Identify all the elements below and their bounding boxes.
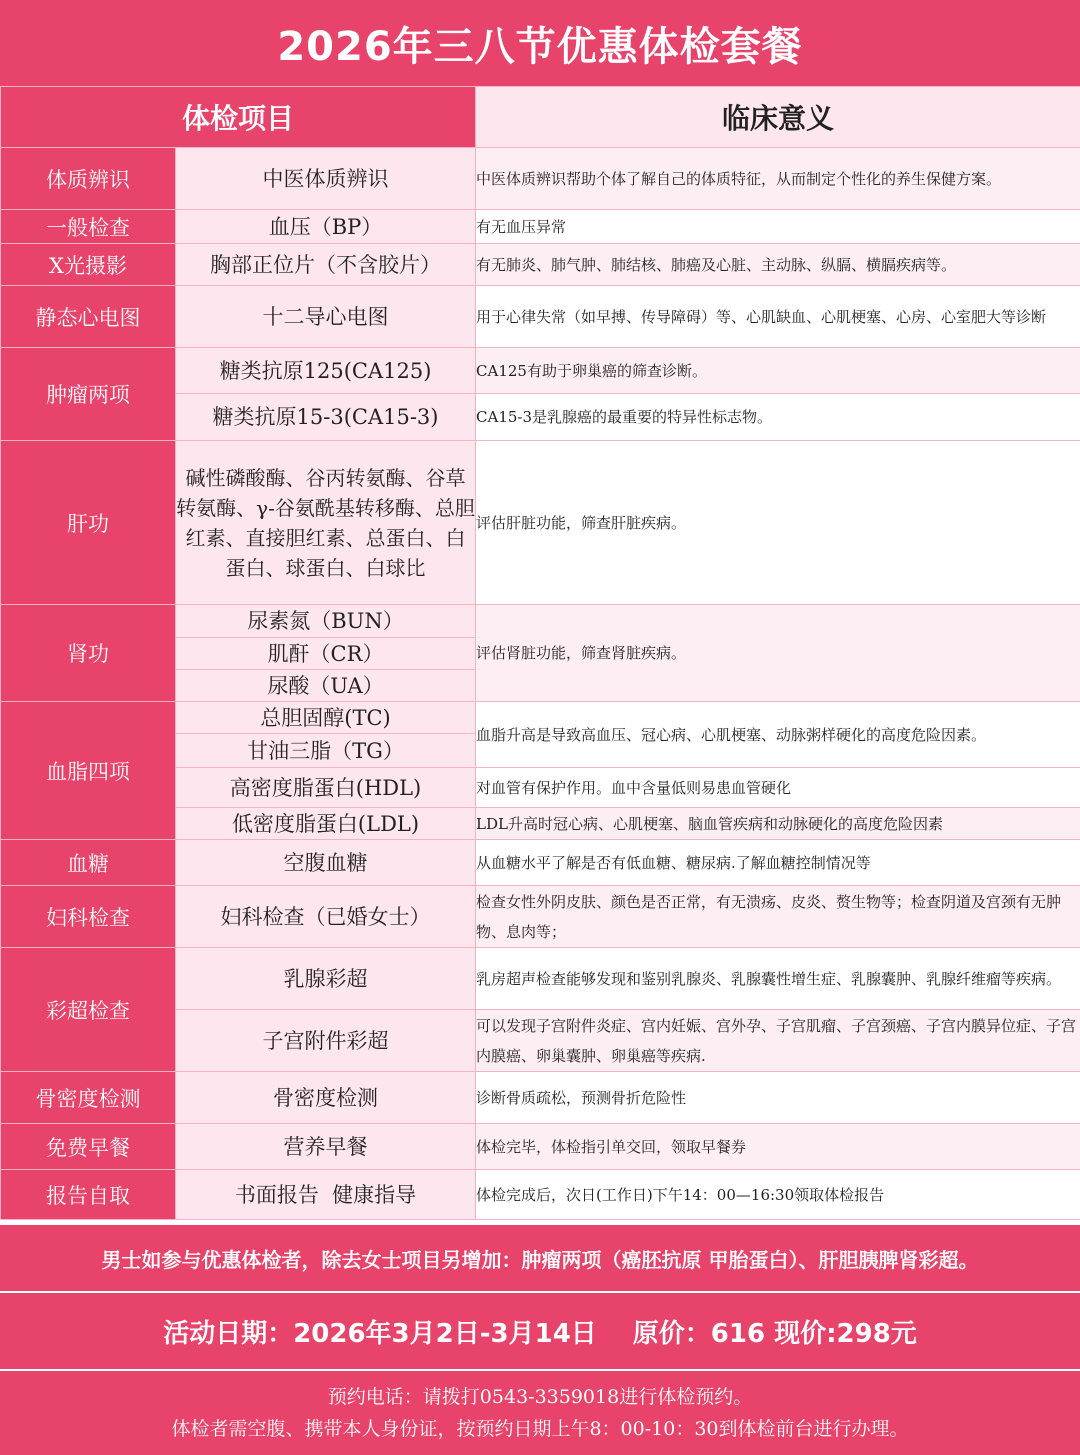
significance-cell: 中医体质辨识帮助个体了解自己的体质特征，从而制定个性化的养生保健方案。 xyxy=(476,148,1080,210)
header-significance: 临床意义 xyxy=(476,87,1080,148)
significance-cell: 诊断骨质疏松，预测骨折危险性 xyxy=(476,1072,1080,1124)
activity-price: 原价：616 现价:298元 xyxy=(632,1318,917,1349)
table-row xyxy=(1,244,1080,286)
table-row xyxy=(1,1124,1080,1170)
table-row xyxy=(1,148,1080,210)
item-cell: 总胆固醇(TC) xyxy=(176,702,476,734)
item-cell: 书面报告 健康指导 xyxy=(176,1170,476,1220)
category-cell: 骨密度检测 xyxy=(1,1072,176,1124)
significance-cell: 评估肝脏功能，筛查肝脏疾病。 xyxy=(476,441,1080,605)
table-row xyxy=(1,948,1080,1010)
item-cell: 空腹血糖 xyxy=(176,840,476,886)
activity-date: 活动日期：2026年3月2日-3月14日 xyxy=(163,1318,597,1349)
category-cell: 肾功 xyxy=(1,605,176,702)
table-row xyxy=(1,1072,1080,1124)
contact-info xyxy=(0,1371,1080,1455)
item-cell: 乳腺彩超 xyxy=(176,948,476,1010)
significance-cell: CA125有助于卵巢癌的筛查诊断。 xyxy=(476,348,1080,394)
significance-cell: 检查女性外阴皮肤、颜色是否正常，有无溃疡、皮炎、赘生物等；检查阴道及宫颈有无肿物、息肉等； xyxy=(476,886,1080,948)
significance-cell: 可以发现子宫附件炎症、宫内妊娠、宫外孕、子宫肌瘤、子宫颈癌、子宫内膜异位症、子宫内膜癌、卵巢囊肿、卵巢癌等疾病. xyxy=(476,1010,1080,1072)
item-cell: 碱性磷酸酶、谷丙转氨酶、谷草转氨酶、γ-谷氨酰基转移酶、总胆红素、直接胆红素、总蛋白、白蛋白、球蛋白、白球比 xyxy=(176,441,476,605)
item-cell: 糖类抗原15-3(CA15-3) xyxy=(176,394,476,441)
category-cell: 血脂四项 xyxy=(1,702,176,840)
table-row xyxy=(1,886,1080,948)
item-cell: 中医体质辨识 xyxy=(176,148,476,210)
significance-cell: 体检完毕，体检指引单交回，领取早餐券 xyxy=(476,1124,1080,1170)
significance-cell: LDL升高时冠心病、心肌梗塞、脑血管疾病和动脉硬化的高度危险因素 xyxy=(476,808,1080,840)
male-note: 男士如参与优惠体检者，除去女士项目另增加：肿瘤两项（癌胚抗原 甲胎蛋白）、肝胆胰脾肾彩超。 xyxy=(0,1225,1080,1291)
item-cell: 骨密度检测 xyxy=(176,1072,476,1124)
table-row xyxy=(1,1170,1080,1220)
item-cell: 营养早餐 xyxy=(176,1124,476,1170)
significance-cell: 用于心律失常（如早搏、传导障碍）等、心肌缺血、心肌梗塞、心房、心室肥大等诊断 xyxy=(476,286,1080,348)
table-row xyxy=(1,605,1080,638)
significance-cell: 体检完成后，次日(工作日)下午14：00—16:30领取体检报告 xyxy=(476,1170,1080,1220)
significance-cell: CA15-3是乳腺癌的最重要的特异性标志物。 xyxy=(476,394,1080,441)
significance-cell: 评估肾脏功能，筛查肾脏疾病。 xyxy=(476,605,1080,702)
table-row xyxy=(1,210,1080,244)
table-row xyxy=(1,840,1080,886)
activity-bar xyxy=(0,1293,1080,1369)
table-row xyxy=(1,348,1080,394)
category-cell: 肝功 xyxy=(1,441,176,605)
contact-phone: 预约电话：请拨打0543-3359018进行体检预约。 xyxy=(327,1386,753,1408)
significance-cell: 有无血压异常 xyxy=(476,210,1080,244)
category-cell: 免费早餐 xyxy=(1,1124,176,1170)
category-cell: 彩超检查 xyxy=(1,948,176,1072)
item-cell: 甘油三脂（TG） xyxy=(176,734,476,768)
significance-cell: 有无肺炎、肺气肿、肺结核、肺癌及心脏、主动脉、纵膈、横膈疾病等。 xyxy=(476,244,1080,286)
contact-instructions: 体检者需空腹、携带本人身份证，按预约日期上午8：00-10：30到体检前台进行办理。 xyxy=(171,1418,909,1440)
category-cell: 静态心电图 xyxy=(1,286,176,348)
significance-cell: 对血管有保护作用。血中含量低则易患血管硬化 xyxy=(476,768,1080,808)
category-cell: 报告自取 xyxy=(1,1170,176,1220)
header-item: 体检项目 xyxy=(1,87,476,148)
item-cell: 肌酐（CR） xyxy=(176,638,476,670)
category-cell: 肿瘤两项 xyxy=(1,348,176,441)
significance-cell: 乳房超声检查能够发现和鉴别乳腺炎、乳腺囊性增生症、乳腺囊肿、乳腺纤维瘤等疾病。 xyxy=(476,948,1080,1010)
item-cell: 妇科检查（已婚女士） xyxy=(176,886,476,948)
item-cell: 血压（BP） xyxy=(176,210,476,244)
table-row xyxy=(1,441,1080,605)
category-cell: 一般检查 xyxy=(1,210,176,244)
category-cell: 血糖 xyxy=(1,840,176,886)
item-cell: 低密度脂蛋白(LDL) xyxy=(176,808,476,840)
item-cell: 尿酸（UA） xyxy=(176,670,476,702)
item-cell: 高密度脂蛋白(HDL) xyxy=(176,768,476,808)
table-row xyxy=(1,286,1080,348)
item-cell: 十二导心电图 xyxy=(176,286,476,348)
category-cell: 体质辨识 xyxy=(1,148,176,210)
table-row xyxy=(1,702,1080,734)
significance-cell: 从血糖水平了解是否有低血糖、糖尿病.了解血糖控制情况等 xyxy=(476,840,1080,886)
item-cell: 子宫附件彩超 xyxy=(176,1010,476,1072)
item-cell: 糖类抗原125(CA125) xyxy=(176,348,476,394)
item-cell: 胸部正位片（不含胶片） xyxy=(176,244,476,286)
significance-cell: 血脂升高是导致高血压、冠心病、心肌梗塞、动脉粥样硬化的高度危险因素。 xyxy=(476,702,1080,768)
category-cell: 妇科检查 xyxy=(1,886,176,948)
page-title: 2026年三八节优惠体检套餐 xyxy=(0,0,1080,88)
item-cell: 尿素氮（BUN） xyxy=(176,605,476,638)
package-table xyxy=(0,86,1080,1220)
category-cell: X光摄影 xyxy=(1,244,176,286)
